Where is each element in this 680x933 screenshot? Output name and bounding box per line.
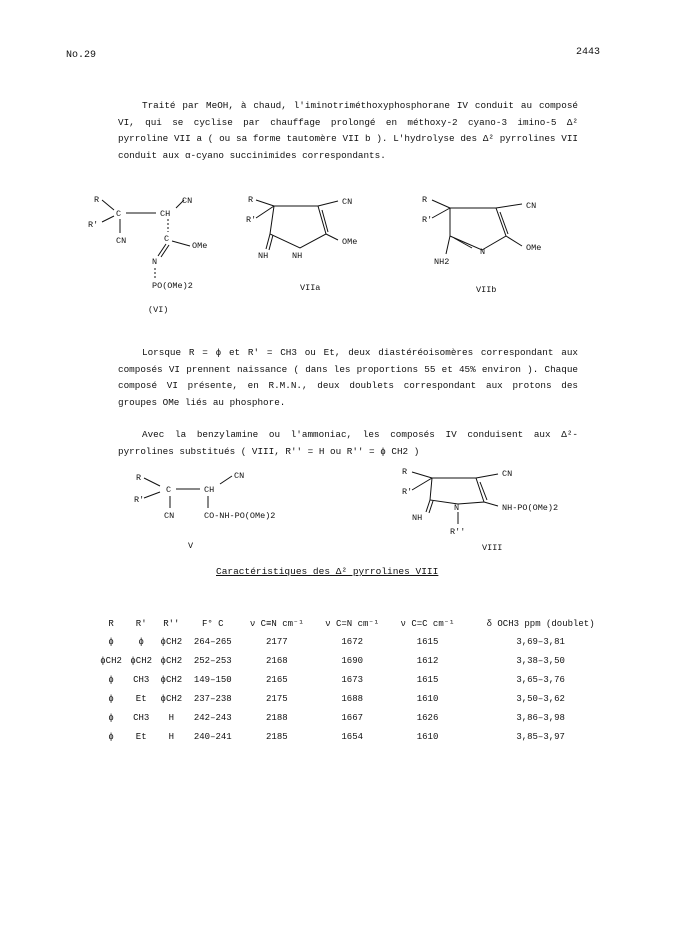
table-title-text: Caractéristiques des Δ² pyrrolines VIII — [216, 566, 439, 577]
paragraph-1-text: Traité par MeOH, à chaud, l'iminotriméthoxyphosphorane IV conduit au composé VI, qui se cyclise par chauffage prolongé en méthoxy-2 cyano-3 imino-5 Δ² pyrroline VII a ( ou sa forme tautomère VII b ). L'hydrolyse des Δ² pyrrolines VII conduit aux α-cyano succinimides correspondants. — [118, 100, 578, 161]
cell: 3,85–3,97 — [516, 731, 565, 742]
viib-label: VIIb — [476, 285, 497, 295]
v-cn-bottom: CN — [164, 511, 175, 521]
vi-r: R — [94, 195, 100, 205]
cell: 1672 — [341, 636, 363, 647]
viia-rp: R' — [246, 215, 257, 225]
cell: ϕ — [108, 693, 114, 704]
table-row — [96, 651, 616, 670]
cell: 1610 — [416, 693, 439, 704]
cell: CH3 — [133, 674, 150, 685]
cell: 2177 — [266, 636, 288, 647]
cell: 1667 — [341, 712, 363, 723]
characteristics-table — [96, 597, 616, 746]
table-row — [96, 670, 616, 689]
viib-ome: OMe — [526, 243, 542, 253]
cell: 149–150 — [193, 674, 232, 685]
v-co: CO-NH-PO(OMe)2 — [204, 511, 276, 521]
viia-nh-exo: NH — [258, 251, 269, 261]
cell: ϕ — [108, 636, 114, 647]
cell: ϕ — [108, 712, 114, 723]
cell: 1610 — [416, 731, 439, 742]
cell: 1615 — [416, 636, 439, 647]
viia-label: VIIa — [300, 283, 321, 293]
structure-viii — [402, 467, 558, 553]
vi-ome: OMe — [192, 241, 208, 251]
structure-vi — [88, 195, 207, 315]
cell: 3,65–3,76 — [516, 674, 565, 685]
cell: 1690 — [341, 655, 363, 666]
cell: 2175 — [266, 693, 288, 704]
v-ch: CH — [204, 485, 215, 495]
table-row — [96, 632, 616, 651]
col-header: R — [108, 619, 114, 629]
paragraph-3 — [118, 427, 578, 460]
cell: ϕ — [138, 636, 144, 647]
viib-cn: CN — [526, 201, 537, 211]
structure-viia — [246, 195, 357, 293]
cell: 252–253 — [193, 655, 232, 666]
cell: 2188 — [266, 712, 288, 723]
viib-rp: R' — [422, 215, 433, 225]
cell: 2168 — [266, 655, 288, 666]
table-title — [216, 566, 438, 577]
cell: 3,69–3,81 — [516, 636, 565, 647]
cell: 240–241 — [193, 731, 232, 742]
viib-nh2: NH2 — [434, 257, 450, 267]
viib-n: N — [480, 247, 486, 257]
viii-label: VIII — [482, 543, 503, 553]
cell: 1626 — [416, 712, 439, 723]
cell: Et — [135, 693, 147, 704]
vi-cn-top: CN — [182, 196, 193, 206]
cell: H — [168, 712, 175, 723]
v-rp: R' — [134, 495, 145, 505]
viia-ome: OMe — [342, 237, 358, 247]
vi-c2: C — [164, 234, 170, 244]
page-number-left: No.29 — [66, 50, 97, 61]
v-cn-top: CN — [234, 471, 245, 481]
cell: 3,38–3,50 — [516, 655, 565, 666]
cell: 237–238 — [193, 693, 232, 704]
paragraph-2 — [118, 345, 578, 411]
vi-label: (VI) — [148, 305, 169, 315]
viii-r: R — [402, 467, 408, 477]
col-header: R' — [135, 619, 147, 629]
vi-po: PO(OMe)2 — [152, 281, 193, 291]
paragraph-2-text: Lorsque R = ϕ et R' = CH3 ou Et, deux diastéréoisomères correspondant aux composés VI prennent naissance ( dans les proportions 55 et 45% environ ). Chaque composé VI présente, en R.M.N., deux doublets correspondant aux protons des groupes OMe liés au phosphore. — [118, 347, 578, 408]
col-header: ν C=N cm⁻¹ — [325, 619, 380, 629]
col-header: δ OCH3 ppm (doublet) — [486, 619, 595, 629]
structures-row-2 — [120, 464, 590, 556]
cell: 2165 — [266, 674, 288, 685]
cell: ϕCH2 — [160, 674, 183, 685]
structure-viib — [422, 195, 541, 295]
viii-cn: CN — [502, 469, 513, 479]
table-header-row — [96, 597, 616, 632]
cell: CH3 — [133, 712, 150, 723]
vi-ch: CH — [160, 209, 171, 219]
paragraph-1 — [118, 98, 578, 164]
vi-rp: R' — [88, 220, 99, 230]
col-header: ν C≡N cm⁻¹ — [249, 619, 304, 629]
cell: 1673 — [341, 674, 363, 685]
vi-cn-bottom: CN — [116, 236, 127, 246]
table-row — [96, 689, 616, 708]
vi-c: C — [116, 209, 122, 219]
viii-n: N — [454, 503, 460, 513]
cell: ϕCH2 — [160, 693, 183, 704]
page-number-right: 2443 — [576, 47, 601, 58]
paragraph-3-text: Avec la benzylamine ou l'ammoniac, les composés IV conduisent aux Δ²-pyrrolines substitués ( VIII, R'' = H ou R'' = ϕ CH2 ) — [118, 429, 578, 457]
col-header: F° C — [201, 619, 224, 629]
cell: ϕ — [108, 731, 114, 742]
viia-cn: CN — [342, 197, 353, 207]
cell: 242–243 — [193, 712, 232, 723]
viii-rp: R' — [402, 487, 413, 497]
cell: 3,50–3,62 — [516, 693, 565, 704]
viia-nh-ring: NH — [292, 251, 303, 261]
col-header: ν C=C cm⁻¹ — [400, 619, 455, 629]
cell: ϕCH2 — [160, 636, 183, 647]
structure-v — [134, 471, 275, 551]
cell: H — [168, 731, 175, 742]
table-row — [96, 708, 616, 727]
viii-nhpo: NH-PO(OMe)2 — [502, 503, 559, 513]
viii-nh: NH — [412, 513, 423, 523]
cell: 2185 — [266, 731, 288, 742]
vi-n: N — [152, 257, 158, 267]
cell: ϕCH2 — [130, 655, 153, 666]
structures-row-1 — [80, 186, 620, 316]
cell: Et — [135, 731, 147, 742]
viii-rpp: R'' — [450, 527, 466, 537]
v-r: R — [136, 473, 142, 483]
cell: 1612 — [416, 655, 439, 666]
viia-r: R — [248, 195, 254, 205]
cell: ϕCH2 — [160, 655, 183, 666]
v-label: V — [188, 541, 194, 551]
viib-r: R — [422, 195, 428, 205]
v-c: C — [166, 485, 172, 495]
cell: ϕCH2 — [100, 655, 122, 666]
cell: 1615 — [416, 674, 439, 685]
col-header: R'' — [163, 619, 180, 629]
cell: 264–265 — [193, 636, 232, 647]
cell: ϕ — [108, 674, 114, 685]
cell: 3,86–3,98 — [516, 712, 565, 723]
cell: 1654 — [341, 731, 363, 742]
table-row — [96, 727, 616, 746]
cell: 1688 — [341, 693, 363, 704]
